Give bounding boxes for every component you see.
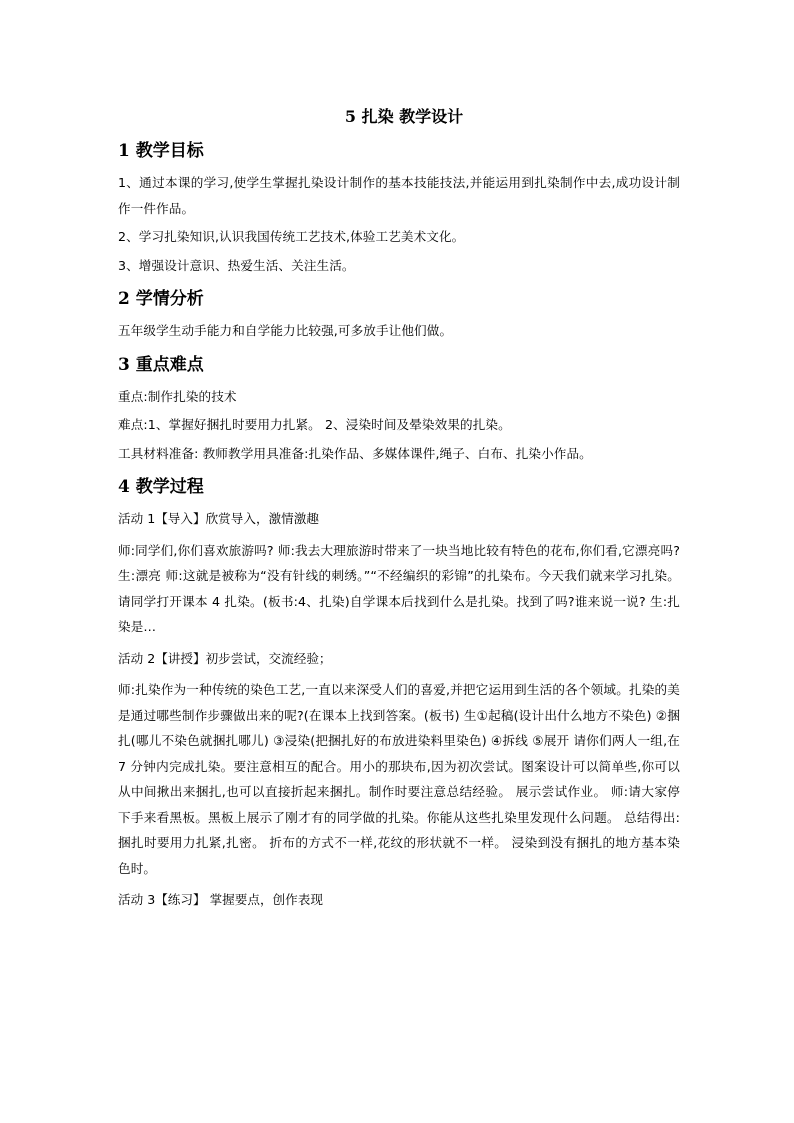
materials-text: 工具材料准备: 教师教学用具准备:扎染作品、多媒体课件,绳子、白布、扎染小作品。 — [118, 445, 592, 461]
key-point-text: 重点:制作扎染的技术 — [118, 388, 237, 404]
activity-3-title: 活动 3【练习】 掌握要点，创作表现 — [118, 892, 323, 907]
difficulty-text: 难点:1、掌握好捆扎时要用力扎紧。 2、浸染时间及晕染效果的扎染。 — [118, 417, 511, 432]
section-heading-key-points: 3 重点难点 — [118, 354, 204, 375]
activity-1-body: 师:同学们,你们喜欢旅游吗? 师:我去大理旅游时带来了一块当地比较有特色的花布,你们看,它漂亮吗? 生:漂亮 师:这就是被称为“没有针线的刺绣。”“不经编织的彩锦”的扎染布。今天我们就来学习扎染。请同学打开课本 4 扎染。(板书:4、扎染)自学课本后找到什么是扎染。找到了吗?谁来说一说? 生:扎染是… — [118, 542, 680, 634]
section-heading-objectives: 1 教学目标 — [118, 141, 204, 161]
document-content — [118, 104, 680, 919]
activity-2-title: 活动 2【讲授】初步尝试，交流经验； — [118, 650, 332, 666]
student-analysis-text: 五年级学生动手能力和自学能力比较强,可多放手让他们做。 — [118, 323, 453, 338]
objective-1: 1、通过本课的学习,使学生掌握扎染设计制作的基本技能技法,并能运用到扎染制作中去,成功设计制作一件作品。 — [118, 175, 680, 216]
section-heading-teaching-process: 4 教学过程 — [118, 477, 204, 497]
document-title: 5 扎染 教学设计 — [344, 107, 464, 126]
section-heading-student-analysis: 2 学情分析 — [118, 289, 204, 309]
activity-1-title: 活动 1【导入】欣赏导入，激情激趣 — [118, 511, 319, 526]
objective-2: 2、学习扎染知识,认识我国传统工艺技术,体验工艺美术文化。 — [118, 229, 465, 244]
objective-3: 3、增强设计意识、热爱生活、关注生活。 — [118, 257, 355, 273]
activity-2-body: 师:扎染作为一种传统的染色工艺,一直以来深受人们的喜爱,并把它运用到生活的各个领域。扎染的美是通过哪些制作步骤做出来的呢?(在课本上找到答案。(板书) 生①起稿(设计出什么地方不染色) ②捆扎(哪儿不染色就捆扎哪儿) ③浸染(把捆扎好的布放进染料里染色) ④拆线 ⑤展开 请你们两人一组,在 7 分钟内完成扎染。要注意相互的配合。用小的那块布,因为初次尝试。图案设计可以简单些,你可以从中间揪出来捆扎,也可以直接折起来捆扎。制作时要注意总结经验。 展示尝试作业。 师:请大家停下手来看黑板。黑板上展示了刚才有的同学做的扎染。你能从这些扎染里发现什么问题。 总结得出:捆扎时要用力扎紧,扎密。 折布的方式不一样,花纹的形状就不一样。 浸染到没有捆扎的地方基本染色时。 — [118, 682, 680, 876]
